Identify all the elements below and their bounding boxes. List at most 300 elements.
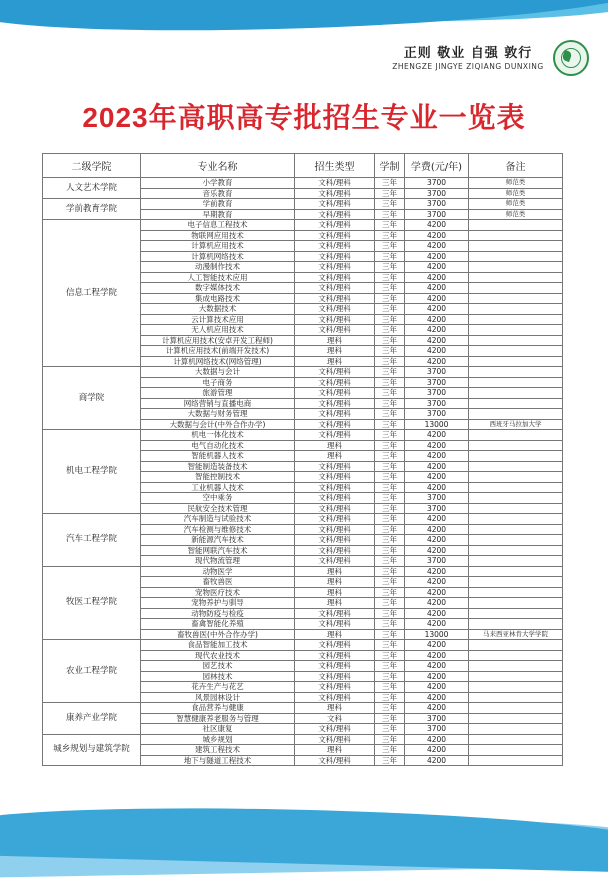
years-cell: 三年 [375,503,405,514]
major-cell: 电子信息工程技术 [141,220,295,231]
years-cell: 三年 [375,482,405,493]
years-cell: 三年 [375,524,405,535]
note-cell [469,367,563,378]
major-cell: 大数据技术 [141,304,295,315]
fee-cell: 3700 [405,556,469,567]
note-cell [469,440,563,451]
years-cell: 三年 [375,251,405,262]
note-cell [469,640,563,651]
column-header-fee: 学费(元/年) [405,154,469,178]
column-header-major: 专业名称 [141,154,295,178]
years-cell: 三年 [375,598,405,609]
type-cell: 理科 [295,629,375,640]
years-cell: 三年 [375,734,405,745]
type-cell: 文科/理科 [295,556,375,567]
note-cell [469,598,563,609]
fee-cell: 13000 [405,629,469,640]
note-cell [469,346,563,357]
note-cell [469,556,563,567]
fee-cell: 4200 [405,587,469,598]
major-cell: 风景园林设计 [141,692,295,703]
type-cell: 文科/理科 [295,199,375,210]
years-cell: 三年 [375,755,405,766]
major-cell: 大数据与财务管理 [141,409,295,420]
type-cell: 文科/理科 [295,230,375,241]
major-cell: 畜牧兽医 [141,577,295,588]
type-cell: 文科/理科 [295,398,375,409]
school-motto: 正则 敬业 自强 敦行 [403,46,533,61]
college-cell: 信息工程学院 [43,220,141,367]
years-cell: 三年 [375,682,405,693]
fee-cell: 3700 [405,178,469,189]
note-cell [469,283,563,294]
major-cell: 计算机网络技术(网络管理) [141,356,295,367]
type-cell: 文科/理科 [295,209,375,220]
years-cell: 三年 [375,304,405,315]
type-cell: 文科/理科 [295,524,375,535]
note-cell [469,325,563,336]
major-cell: 物联网应用技术 [141,230,295,241]
type-cell: 理科 [295,577,375,588]
table-row [43,367,563,378]
table-row [43,178,563,189]
fee-cell: 4200 [405,640,469,651]
major-cell: 学前教育 [141,199,295,210]
table-row [43,566,563,577]
years-cell: 三年 [375,178,405,189]
school-logo-icon [553,40,589,76]
note-cell [469,671,563,682]
fee-cell: 4200 [405,293,469,304]
note-cell [469,230,563,241]
note-cell: 师范类 [469,178,563,189]
type-cell: 理科 [295,335,375,346]
major-cell: 大数据与会计(中外合作办学) [141,419,295,430]
major-cell: 智能机器人技术 [141,451,295,462]
type-cell: 理科 [295,745,375,756]
type-cell: 文科/理科 [295,188,375,199]
fee-cell: 3700 [405,398,469,409]
fee-cell: 4200 [405,661,469,672]
major-cell: 园林技术 [141,671,295,682]
major-cell: 城乡规划 [141,734,295,745]
type-cell: 文科/理科 [295,640,375,651]
years-cell: 三年 [375,188,405,199]
table-row [43,199,563,210]
note-cell [469,304,563,315]
fee-cell: 4200 [405,325,469,336]
table-header-row [43,154,563,178]
major-cell: 无人机应用技术 [141,325,295,336]
type-cell: 文科/理科 [295,608,375,619]
years-cell: 三年 [375,209,405,220]
major-cell: 集成电路技术 [141,293,295,304]
fee-cell: 4200 [405,608,469,619]
years-cell: 三年 [375,398,405,409]
note-cell [469,724,563,735]
type-cell: 文科/理科 [295,293,375,304]
note-cell [469,335,563,346]
type-cell: 文科/理科 [295,325,375,336]
fee-cell: 4200 [405,314,469,325]
major-cell: 早期教育 [141,209,295,220]
type-cell: 文科/理科 [295,388,375,399]
type-cell: 理科 [295,440,375,451]
fee-cell: 4200 [405,524,469,535]
type-cell: 文科/理科 [295,493,375,504]
major-cell: 小学教育 [141,178,295,189]
type-cell: 文科/理科 [295,545,375,556]
years-cell: 三年 [375,430,405,441]
note-cell: 师范类 [469,209,563,220]
note-cell [469,251,563,262]
fee-cell: 4200 [405,335,469,346]
type-cell: 文科/理科 [295,619,375,630]
type-cell: 文科/理科 [295,314,375,325]
major-cell: 电子商务 [141,377,295,388]
years-cell: 三年 [375,419,405,430]
header-wave-decoration [0,0,608,40]
fee-cell: 4200 [405,514,469,525]
years-cell: 三年 [375,461,405,472]
table-row [43,640,563,651]
type-cell: 文科/理科 [295,419,375,430]
type-cell: 文科/理科 [295,241,375,252]
years-cell: 三年 [375,577,405,588]
type-cell: 文科/理科 [295,661,375,672]
college-cell: 汽车工程学院 [43,514,141,567]
college-cell: 牧医工程学院 [43,566,141,640]
note-cell [469,493,563,504]
note-cell [469,409,563,420]
note-cell [469,398,563,409]
fee-cell: 4200 [405,283,469,294]
major-cell: 畜牧兽医(中外合作办学) [141,629,295,640]
fee-cell: 4200 [405,535,469,546]
fee-cell: 4200 [405,346,469,357]
note-cell [469,745,563,756]
type-cell: 文科/理科 [295,472,375,483]
note-cell [469,535,563,546]
note-cell [469,577,563,588]
major-cell: 汽车检测与维修技术 [141,524,295,535]
years-cell: 三年 [375,220,405,231]
fee-cell: 4200 [405,241,469,252]
type-cell: 文科/理科 [295,367,375,378]
fee-cell: 3700 [405,409,469,420]
table-row [43,514,563,525]
major-cell: 空中乘务 [141,493,295,504]
type-cell: 文科/理科 [295,682,375,693]
type-cell: 文科/理科 [295,671,375,682]
years-cell: 三年 [375,587,405,598]
type-cell: 文科/理科 [295,692,375,703]
note-cell [469,482,563,493]
table-row [43,220,563,231]
years-cell: 三年 [375,440,405,451]
years-cell: 三年 [375,472,405,483]
fee-cell: 4200 [405,703,469,714]
years-cell: 三年 [375,241,405,252]
fee-cell: 3700 [405,377,469,388]
years-cell: 三年 [375,692,405,703]
years-cell: 三年 [375,293,405,304]
type-cell: 文科/理科 [295,503,375,514]
fee-cell: 4200 [405,545,469,556]
years-cell: 三年 [375,724,405,735]
major-cell: 人工智能技术应用 [141,272,295,283]
note-cell [469,682,563,693]
column-header-type: 招生类型 [295,154,375,178]
fee-cell: 4200 [405,734,469,745]
fee-cell: 4200 [405,430,469,441]
note-cell [469,377,563,388]
years-cell: 三年 [375,388,405,399]
major-cell: 计算机网络技术 [141,251,295,262]
fee-cell: 4200 [405,482,469,493]
fee-cell: 3700 [405,493,469,504]
type-cell: 文科/理科 [295,304,375,315]
table-row [43,703,563,714]
college-cell: 学前教育学院 [43,199,141,220]
major-cell: 电气自动化技术 [141,440,295,451]
major-cell: 智能网联汽车技术 [141,545,295,556]
type-cell: 文科/理科 [295,251,375,262]
college-cell: 康养产业学院 [43,703,141,735]
years-cell: 三年 [375,671,405,682]
fee-cell: 3700 [405,188,469,199]
major-cell: 动漫制作技术 [141,262,295,273]
years-cell: 三年 [375,566,405,577]
type-cell: 理科 [295,566,375,577]
type-cell: 文科/理科 [295,262,375,273]
note-cell [469,241,563,252]
major-cell: 音乐教育 [141,188,295,199]
note-cell [469,755,563,766]
fee-cell: 4200 [405,220,469,231]
type-cell: 理科 [295,451,375,462]
fee-cell: 3700 [405,209,469,220]
major-cell: 计算机应用技术(安卓开发工程师) [141,335,295,346]
note-cell [469,356,563,367]
type-cell: 理科 [295,587,375,598]
school-motto-pinyin: ZHENGZE JINGYE ZIQIANG DUNXING [392,62,544,71]
fee-cell: 3700 [405,199,469,210]
type-cell: 文科/理科 [295,514,375,525]
note-cell: 师范类 [469,188,563,199]
fee-cell: 4200 [405,566,469,577]
major-cell: 园艺技术 [141,661,295,672]
note-cell [469,272,563,283]
note-cell [469,293,563,304]
type-cell: 文科/理科 [295,272,375,283]
major-cell: 花卉生产与花艺 [141,682,295,693]
table-body [43,178,563,766]
fee-cell: 4200 [405,598,469,609]
type-cell: 文科 [295,713,375,724]
column-header-college: 二级学院 [43,154,141,178]
years-cell: 三年 [375,409,405,420]
note-cell [469,430,563,441]
type-cell: 文科/理科 [295,283,375,294]
major-cell: 民航安全技术管理 [141,503,295,514]
years-cell: 三年 [375,650,405,661]
fee-cell: 13000 [405,419,469,430]
major-cell: 食品智能加工技术 [141,640,295,651]
years-cell: 三年 [375,535,405,546]
page-title: 2023年高职高专批招生专业一览表 [82,102,526,133]
years-cell: 三年 [375,493,405,504]
fee-cell: 4200 [405,671,469,682]
type-cell: 理科 [295,598,375,609]
years-cell: 三年 [375,272,405,283]
college-cell: 人文艺术学院 [43,178,141,199]
fee-cell: 4200 [405,304,469,315]
years-cell: 三年 [375,451,405,462]
years-cell: 三年 [375,325,405,336]
major-cell: 地下与隧道工程技术 [141,755,295,766]
fee-cell: 4200 [405,682,469,693]
years-cell: 三年 [375,640,405,651]
note-cell: 西班牙马拉加大学 [469,419,563,430]
major-cell: 动物医学 [141,566,295,577]
major-cell: 动物防疫与检疫 [141,608,295,619]
table-row [43,734,563,745]
type-cell: 理科 [295,356,375,367]
fee-cell: 4200 [405,251,469,262]
college-cell: 城乡规划与建筑学院 [43,734,141,766]
note-cell [469,388,563,399]
note-cell [469,514,563,525]
type-cell: 理科 [295,703,375,714]
admissions-table [42,153,563,766]
major-cell: 智慧健康养老服务与管理 [141,713,295,724]
type-cell: 文科/理科 [295,377,375,388]
note-cell: 马来西亚林肯大学学院 [469,629,563,640]
major-cell: 数字媒体技术 [141,283,295,294]
fee-cell: 4200 [405,272,469,283]
fee-cell: 4200 [405,619,469,630]
note-cell [469,619,563,630]
years-cell: 三年 [375,545,405,556]
note-cell [469,472,563,483]
major-cell: 大数据与会计 [141,367,295,378]
major-cell: 社区康复 [141,724,295,735]
note-cell [469,608,563,619]
type-cell: 理科 [295,346,375,357]
note-cell [469,713,563,724]
years-cell: 三年 [375,703,405,714]
major-cell: 计算机应用技术(前端开发技术) [141,346,295,357]
fee-cell: 3700 [405,367,469,378]
fee-cell: 4200 [405,692,469,703]
note-cell: 师范类 [469,199,563,210]
type-cell: 文科/理科 [295,430,375,441]
note-cell [469,650,563,661]
years-cell: 三年 [375,230,405,241]
years-cell: 三年 [375,514,405,525]
fee-cell: 3700 [405,503,469,514]
fee-cell: 3700 [405,388,469,399]
fee-cell: 4200 [405,577,469,588]
fee-cell: 4200 [405,262,469,273]
years-cell: 三年 [375,199,405,210]
major-cell: 工业机器人技术 [141,482,295,493]
years-cell: 三年 [375,745,405,756]
years-cell: 三年 [375,367,405,378]
table-row [43,430,563,441]
note-cell [469,703,563,714]
fee-cell: 4200 [405,745,469,756]
type-cell: 文科/理科 [295,220,375,231]
years-cell: 三年 [375,661,405,672]
college-cell: 农业工程学院 [43,640,141,703]
type-cell: 文科/理科 [295,409,375,420]
years-cell: 三年 [375,283,405,294]
major-cell: 畜禽智能化养殖 [141,619,295,630]
note-cell [469,314,563,325]
fee-cell: 4200 [405,451,469,462]
major-cell: 汽车制造与试验技术 [141,514,295,525]
major-cell: 旅游管理 [141,388,295,399]
type-cell: 文科/理科 [295,755,375,766]
major-cell: 网络营销与直播电商 [141,398,295,409]
note-cell [469,661,563,672]
major-cell: 建筑工程技术 [141,745,295,756]
years-cell: 三年 [375,356,405,367]
years-cell: 三年 [375,619,405,630]
years-cell: 三年 [375,556,405,567]
major-cell: 计算机应用技术 [141,241,295,252]
fee-cell: 3700 [405,713,469,724]
years-cell: 三年 [375,608,405,619]
years-cell: 三年 [375,377,405,388]
column-header-note: 备注 [469,154,563,178]
fee-cell: 3700 [405,724,469,735]
major-cell: 云计算技术应用 [141,314,295,325]
column-header-years: 学制 [375,154,405,178]
type-cell: 文科/理科 [295,482,375,493]
type-cell: 文科/理科 [295,650,375,661]
fee-cell: 4200 [405,356,469,367]
major-cell: 食品营养与健康 [141,703,295,714]
major-cell: 智能制造装备技术 [141,461,295,472]
years-cell: 三年 [375,346,405,357]
note-cell [469,262,563,273]
note-cell [469,220,563,231]
major-cell: 宠物养护与驯导 [141,598,295,609]
note-cell [469,587,563,598]
type-cell: 文科/理科 [295,535,375,546]
note-cell [469,545,563,556]
years-cell: 三年 [375,713,405,724]
fee-cell: 4200 [405,755,469,766]
major-cell: 新能源汽车技术 [141,535,295,546]
fee-cell: 4200 [405,230,469,241]
note-cell [469,566,563,577]
note-cell [469,461,563,472]
major-cell: 智能控制技术 [141,472,295,483]
type-cell: 文科/理科 [295,724,375,735]
years-cell: 三年 [375,335,405,346]
note-cell [469,692,563,703]
note-cell [469,734,563,745]
major-cell: 宠物医疗技术 [141,587,295,598]
years-cell: 三年 [375,262,405,273]
note-cell [469,524,563,535]
years-cell: 三年 [375,314,405,325]
type-cell: 文科/理科 [295,178,375,189]
